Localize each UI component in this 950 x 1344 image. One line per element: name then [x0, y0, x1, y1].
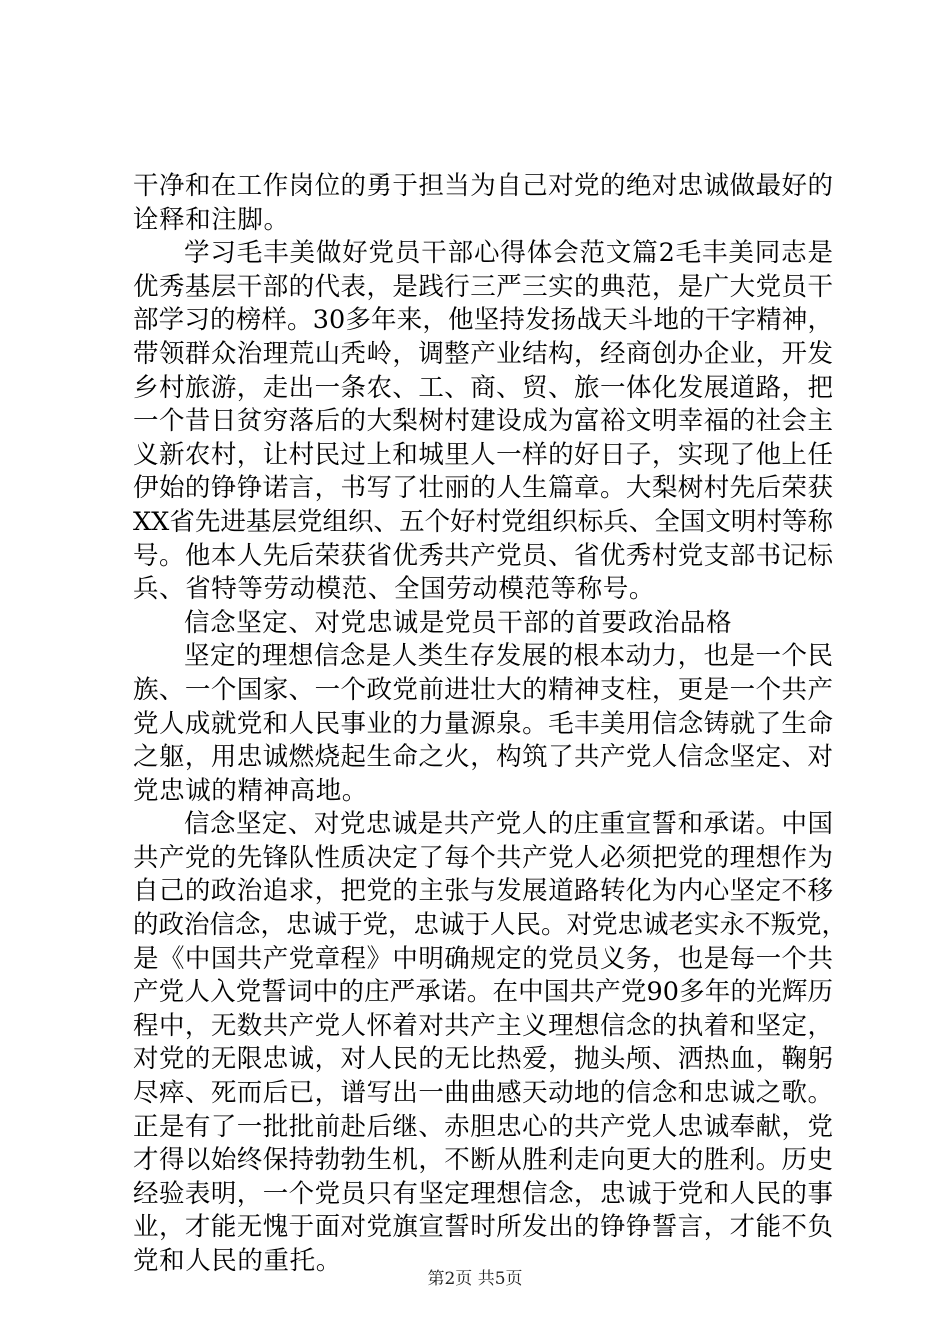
text-line: 之躯，用忠诚燃烧起生命之火，构筑了共产党人信念坚定、对	[133, 742, 833, 773]
text-line: 干净和在工作岗位的勇于担当为自己对党的绝对忠诚做最好的	[133, 171, 833, 201]
text-line: 尽瘁、死而后已，谱写出一曲曲感天动地的信念和忠诚之歌。	[133, 1078, 833, 1109]
text-line: 诠释和注脚。	[133, 204, 290, 235]
text-line: 程中，无数共产党人怀着对共产主义理想信念的执着和坚定，	[133, 1010, 833, 1041]
paragraph-start-line: 信念坚定、对党忠诚是共产党人的庄重宣誓和承诺。中国	[184, 809, 833, 840]
text-line: 自己的政治追求，把党的主张与发展道路转化为内心坚定不移	[133, 876, 833, 907]
text-line: 带领群众治理荒山秃岭，调整产业结构，经商创办企业，开发	[133, 338, 833, 369]
text-line: 才得以始终保持勃勃生机，不断从胜利走向更大的胜利。历史	[133, 1145, 833, 1176]
text-line: 是《中国共产党章程》中明确规定的党员义务，也是每一个共	[133, 943, 833, 974]
text-line: XX省先进基层党组织、五个好村党组织标兵、全国文明村等称	[133, 506, 833, 537]
paragraph-start-line: 坚定的理想信念是人类生存发展的根本动力，也是一个民	[184, 641, 833, 672]
text-line: 党和人民的重托。	[133, 1246, 342, 1276]
text-line: 部学习的榜样。30多年来，他坚持发扬战天斗地的干字精神，	[133, 305, 833, 336]
text-line: 义新农村，让村民过上和城里人一样的好日子，实现了他上任	[133, 439, 833, 470]
text-line: 一个昔日贫穷落后的大梨树村建设成为富裕文明幸福的社会主	[133, 406, 833, 437]
text-line: 党忠诚的精神高地。	[133, 775, 368, 806]
text-line: 经验表明，一个党员只有坚定理想信念，忠诚于党和人民的事	[133, 1178, 833, 1209]
text-line: 业，才能无愧于面对党旗宣誓时所发出的铮铮誓言，才能不负	[133, 1212, 833, 1243]
text-line: 对党的无限忠诚，对人民的无比热爱，抛头颅、洒热血，鞠躬	[133, 1044, 833, 1075]
text-line: 正是有了一批批前赴后继、赤胆忠心的共产党人忠诚奉献，党	[133, 1111, 833, 1142]
text-line: 优秀基层干部的代表，是践行三严三实的典范，是广大党员干	[133, 271, 833, 302]
text-line: 号。他本人先后荣获省优秀共产党员、省优秀村党支部书记标	[133, 540, 833, 571]
text-line: 兵、省特等劳动模范、全国劳动模范等称号。	[133, 574, 656, 605]
text-line: 乡村旅游，走出一条农、工、商、贸、旅一体化发展道路，把	[133, 372, 833, 403]
page-number-footer: 第2页 共5页	[427, 1269, 523, 1289]
paragraph-start-line: 学习毛丰美做好党员干部心得体会范文篇2毛丰美同志是	[184, 238, 833, 269]
text-line: 伊始的铮铮诺言，书写了壮丽的人生篇章。大梨树村先后荣获	[133, 473, 833, 504]
text-line: 党人成就党和人民事业的力量源泉。毛丰美用信念铸就了生命	[133, 708, 833, 739]
section-heading: 信念坚定、对党忠诚是党员干部的首要政治品格	[184, 607, 733, 638]
text-line: 共产党的先锋队性质决定了每个共产党人必须把党的理想作为	[133, 842, 833, 873]
text-line: 产党人入党誓词中的庄严承诺。在中国共产党90多年的光辉历	[133, 977, 833, 1008]
document-body	[133, 170, 848, 1279]
text-line: 的政治信念，忠诚于党，忠诚于人民。对党忠诚老实永不叛党，	[133, 910, 848, 941]
text-line: 族、一个国家、一个政党前进壮大的精神支柱，更是一个共产	[133, 674, 833, 705]
